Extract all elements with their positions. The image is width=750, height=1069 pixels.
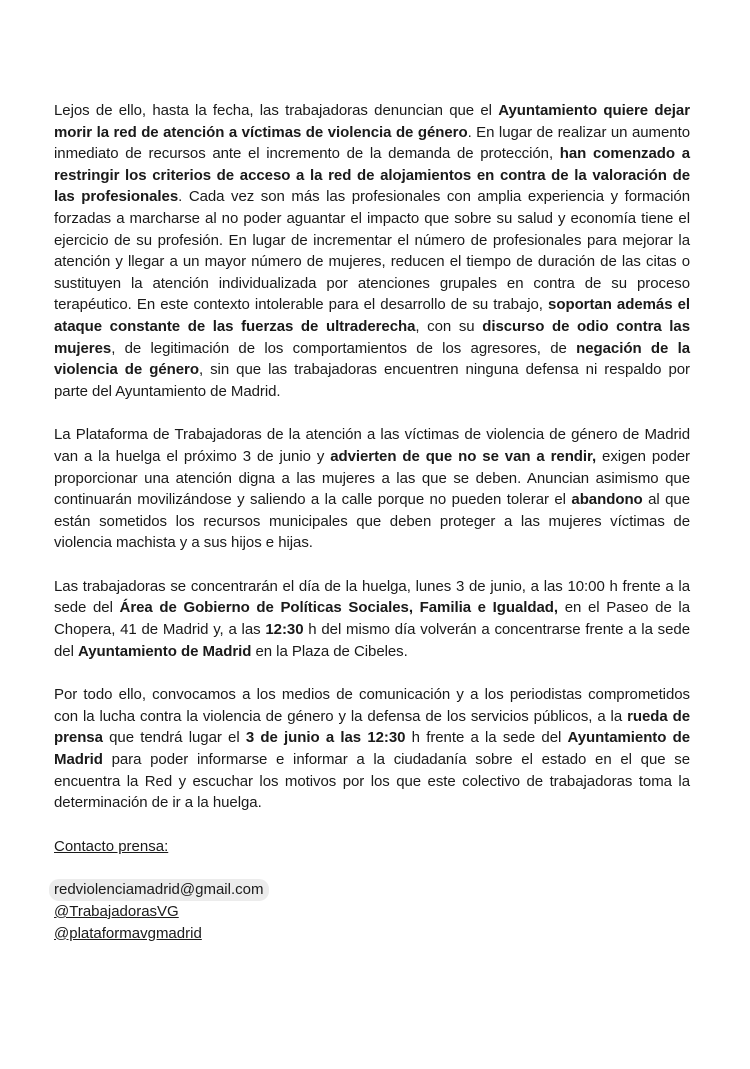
- paragraph-3: [54, 576, 690, 662]
- text-run: , con su: [415, 317, 483, 335]
- bold-run: negación de la violencia de género: [54, 339, 690, 379]
- text-run: exigen poder proporcionar una atención digna a las mujeres a las que se deben. Anuncian asimismo que continuarán movilizándose y saliendo a la calle porque no pueden tolerar el: [54, 447, 690, 509]
- bold-run: Área de Gobierno de Políticas Sociales, Familia e Igualdad,: [119, 599, 559, 617]
- contact-handle-plataformavgmadrid[interactable]: @plataformavgmadrid: [54, 924, 202, 942]
- contact-block: [54, 879, 690, 944]
- press-release-body: [54, 100, 690, 944]
- text-run: que tendrá lugar el: [102, 729, 246, 747]
- text-run: Las trabajadoras se concentrarán el día de la huelga, lunes 3 de junio, a las 10:00 h frente a la sede del: [54, 577, 690, 617]
- contact-email-line: [54, 879, 690, 901]
- bold-run: Ayuntamiento de Madrid: [54, 729, 691, 769]
- contact-email-link[interactable]: redviolenciamadrid@gmail.com: [49, 879, 269, 901]
- contact-heading: Contacto prensa:: [54, 837, 169, 855]
- bold-run: Ayuntamiento de Madrid: [78, 642, 252, 660]
- bold-run: rueda de prensa: [54, 707, 691, 747]
- bold-run: advierten de que no se van a rendir,: [330, 447, 597, 465]
- bold-run: abandono: [571, 491, 643, 509]
- text-run: en la Plaza de Cibeles.: [251, 642, 408, 660]
- text-run: para poder informarse e informar a la ciudadanía sobre el estado en el que se encuentra la Red y escuchar los motivos por los que este colectivo de trabajadoras toma la determinación de ir a la huelga.: [54, 751, 690, 812]
- text-run: en el Paseo de la Chopera, 41 de Madrid y, a las: [54, 599, 690, 639]
- text-run: Por todo ello, convocamos a los medios de comunicación y a los periodistas comprometidos con la lucha contra la violencia de género y la defensa de los servicios públicos, a la: [54, 686, 690, 725]
- text-run: h frente a la sede del: [405, 729, 568, 747]
- text-run: . En lugar de realizar un aumento inmediato de recursos ante el incremento de la demanda de protección,: [54, 123, 690, 163]
- bold-run: han comenzado a restringir los criterios de acceso a la red de alojamientos en contra de la valoración de las profesionales: [54, 145, 690, 206]
- bold-run: discurso de odio contra las mujeres: [54, 317, 690, 357]
- text-run: h del mismo día volverán a concentrarse frente a la sede del: [54, 621, 690, 660]
- text-run: . Cada vez son más las profesionales con amplia experiencia y formación forzadas a marcharse al no poder aguantar el impacto que sobre su salud y economía tiene el ejercicio de su profesión. En lugar de incrementar el número de profesionales para mejorar la atención y llegar a un mayor número de mujeres, reducen el tiempo de duración de las citas o sustituyen la atención individualizada por atenciones grupales en contra de su proceso terapéutico. En este contexto intolerable para el desarrollo de su trabajo,: [54, 188, 690, 314]
- text-run: , de legitimación de los comportamientos de los agresores, de: [111, 339, 577, 357]
- bold-run: soportan además el ataque constante de las fuerzas de ultraderecha: [54, 296, 691, 335]
- paragraph-1: [54, 100, 690, 402]
- text-run: al que están sometidos los recursos municipales que deben proteger a las mujeres víctimas de violencia machista y a sus hijos e hijas.: [54, 491, 691, 552]
- bold-run: 12:30: [265, 621, 304, 639]
- text-run: Lejos de ello, hasta la fecha, las trabajadoras denuncian que el: [54, 102, 499, 119]
- paragraph-2: [54, 424, 690, 554]
- paragraph-4: [54, 684, 690, 814]
- bold-run: 3 de junio a las 12:30: [245, 729, 406, 747]
- bold-run: Ayuntamiento quiere dejar morir la red de atención a víctimas de violencia de género: [54, 102, 690, 141]
- text-run: , sin que las trabajadoras encuentren ninguna defensa ni respaldo por parte del Ayuntamiento de Madrid.: [54, 361, 690, 400]
- contact-handle-trabajadorasvg[interactable]: @TrabajadorasVG: [54, 903, 179, 920]
- text-run: La Plataforma de Trabajadoras de la atención a las víctimas de violencia de género de Madrid van a la huelga el próximo 3 de junio y: [54, 426, 690, 465]
